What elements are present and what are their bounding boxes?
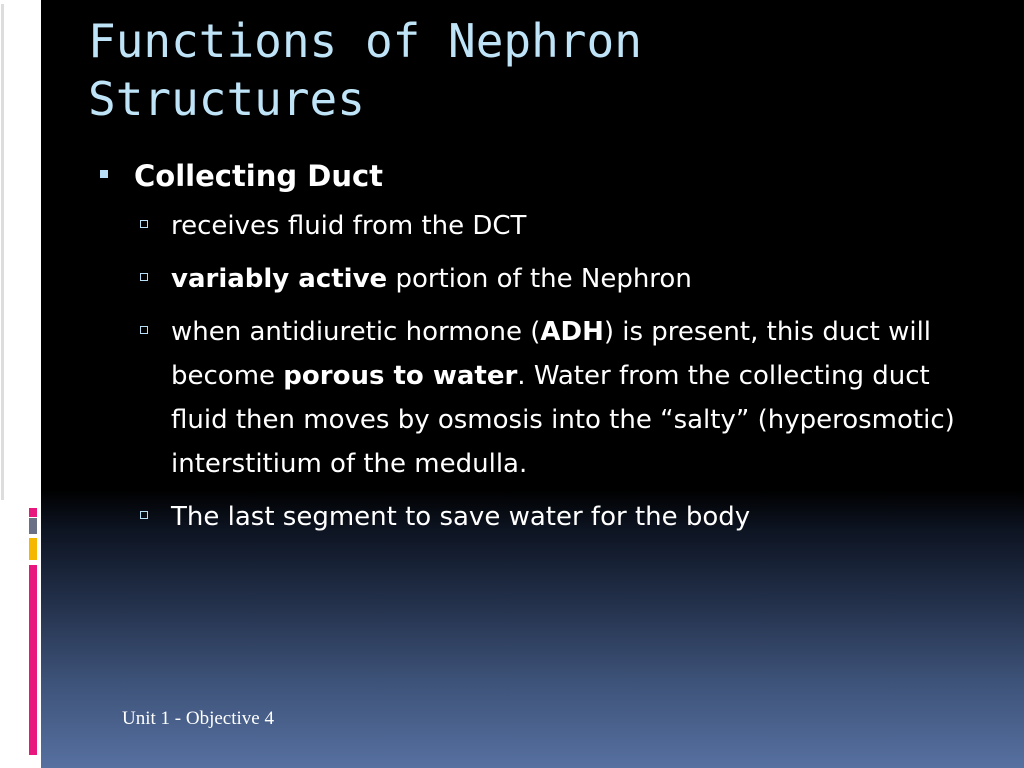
decorative-lines	[1, 0, 11, 500]
hollow-square-bullet-icon	[140, 273, 148, 281]
bold-text: variably active	[171, 264, 388, 294]
accent-bar-gray	[29, 518, 37, 534]
accent-bar-pink-long	[29, 565, 37, 755]
list-item	[96, 257, 976, 301]
list-item	[96, 495, 976, 539]
hollow-square-bullet-icon	[140, 511, 148, 519]
bold-text: porous to water	[283, 361, 518, 391]
slide-content	[96, 152, 976, 539]
slide-footer: Unit 1 - Objective 4	[122, 708, 274, 729]
bullet-text: ) is present, this duct will become	[171, 317, 932, 391]
bold-text: ADH	[540, 317, 604, 347]
slide-title-line-2: Structures	[88, 72, 365, 126]
heading-bullet	[96, 152, 976, 200]
hollow-square-bullet-icon	[140, 220, 148, 228]
hollow-square-bullet-icon	[140, 326, 148, 334]
bullet-text: when antidiuretic hormone (	[171, 317, 541, 347]
heading-text: Collecting Duct	[134, 159, 384, 193]
sub-bullet-list	[96, 204, 976, 539]
accent-bar-yellow	[29, 538, 37, 560]
slide-title	[88, 12, 988, 128]
list-item	[96, 204, 976, 248]
slide-title-line-1: Functions of Nephron	[88, 14, 642, 68]
bullet-text: receives fluid from the DCT	[171, 211, 527, 241]
bullet-text: portion of the Nephron	[387, 264, 692, 294]
accent-bar-pink-short	[29, 508, 37, 517]
filled-square-bullet-icon	[100, 170, 108, 178]
list-item	[96, 310, 976, 486]
bullet-text: . Water from the collecting duct fluid then moves by osmosis into the “salty” (hyperosmotic) interstitium of the medulla.	[171, 361, 955, 479]
bullet-text: The last segment to save water for the body	[171, 502, 751, 532]
